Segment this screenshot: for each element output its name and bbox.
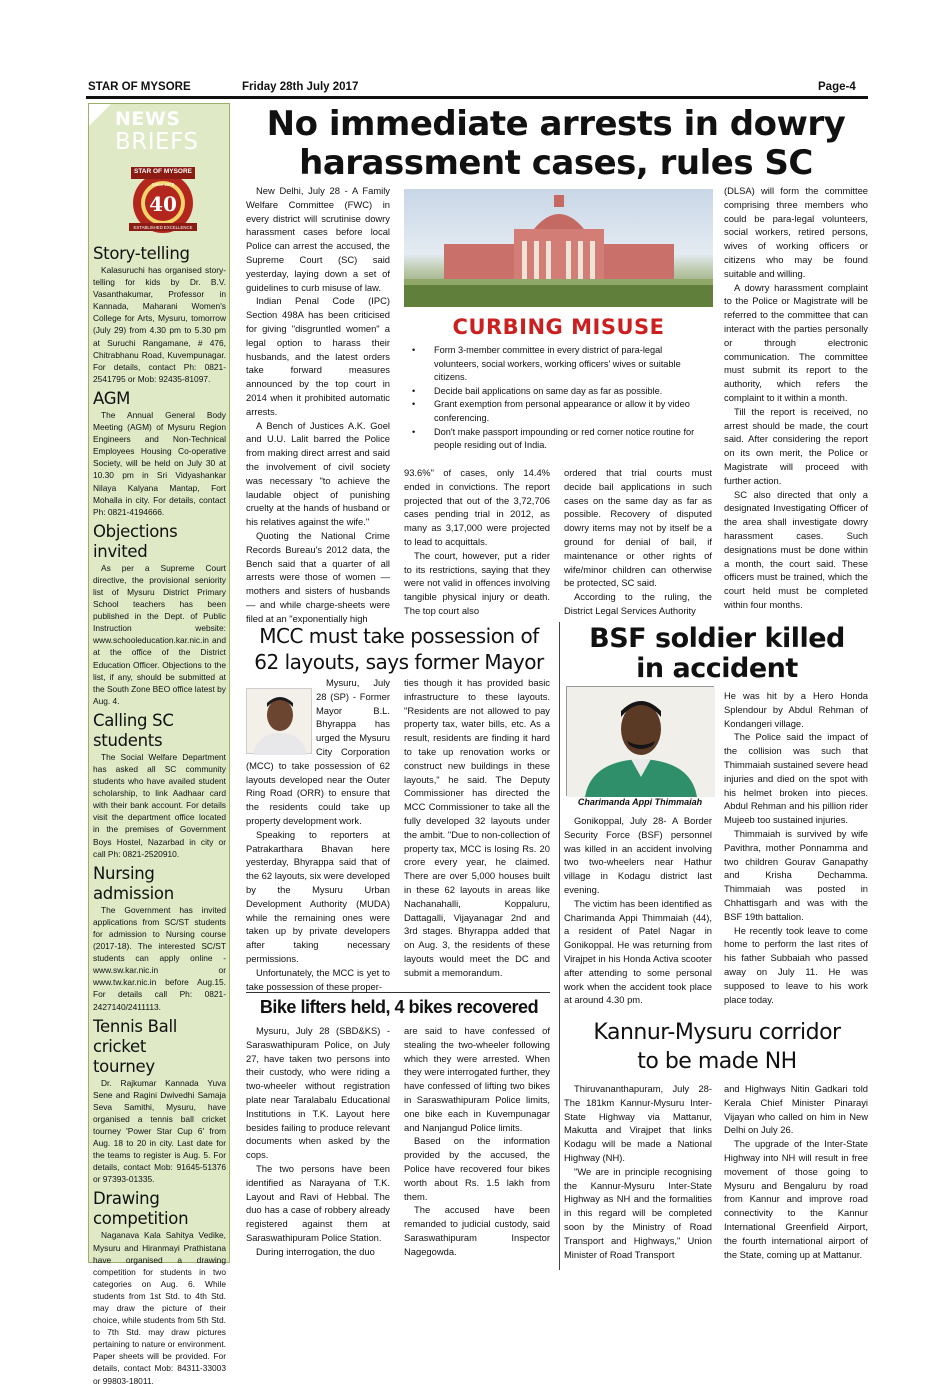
bsf-column-2	[724, 689, 868, 1014]
paragraph: Till the report is received, no arrest should be made, the court said. After considering the report on its own merit, the Police or Magistrate will proceed with further action.	[724, 405, 868, 486]
header-rule	[86, 96, 868, 99]
box-title: CURBING MISUSE	[452, 315, 665, 339]
brief-title: Story-telling	[93, 244, 190, 263]
paragraph: are said to have confessed of stealing the two-wheeler following which they were arrested. When they were interrogated further, they have confessed of lifting two bikes in Saraswathipuram Police limits, one bike each in Kuvempunagar and Nanjangud Police limits.	[404, 1025, 550, 1133]
paragraph: A dowry harassment complaint to the Police or Magistrate will be referred to the committee that can interact with the parties personally or through electronic communication. The committee must submit its report to the authority, which refers the complaint to it within a month.	[724, 281, 868, 403]
paragraph: SC also directed that only a designated Investigating Officer of the area shall investigate dowry harassment cases. Such designations must be done within a month, the court said. These officers must be trained, which the court held must be completed within four months.	[724, 488, 868, 610]
box-bullets	[412, 344, 706, 453]
kannur-column-1	[564, 1082, 712, 1268]
logo-masthead: STAR OF MYSORE	[133, 168, 193, 175]
portrait-icon	[567, 687, 715, 797]
bsf-headline-line2: in accident	[636, 653, 798, 684]
column-divider	[559, 622, 560, 1270]
paragraph: ordered that trial courts must decide bail applications in such cases on the same day as far as possible. Recovery of disputed dowry items may not by itself be a ground for denial of bail, if maintenance or other rights of wife/minor children can otherwise be protected, SC said.	[564, 467, 712, 589]
paragraph: (DLSA) will form the committee comprising three members who could be para-legal volunteers, social workers, retired persons, wives of working officers or citizens who may be found suitable and willing.	[724, 185, 868, 279]
paragraph: and Highways Nitin Gadkari told Kerala Chief Minister Pinarayi Vijayan who called on him in New Delhi on July 26.	[724, 1083, 868, 1136]
box-bullet: • Grant exemption from personal appearance or allow it by video conferencing.	[412, 398, 706, 425]
bullet-text: Grant exemption from personal appearance or allow it by video conferencing.	[434, 399, 690, 423]
kannur-headline-line1: Kannur-Mysuru corridor	[593, 1020, 841, 1045]
paragraph: New Delhi, July 28 - A Family Welfare Committee (FWC) in every district will scrutinise dowry harassment cases before local Police can arrest the accused, the Supreme Court (SC) said yesterday, laying down a set of guidelines to curb misuse of law.	[246, 185, 390, 293]
brief-title: AGM	[93, 388, 131, 408]
main-headline-line1: No immediate arrests in dowry	[266, 104, 846, 144]
box-bullet: • Decide bail applications on same day as far as possible.	[412, 385, 706, 399]
brief-nursing	[93, 864, 226, 1013]
main-column-4	[724, 184, 868, 620]
bike-headline-rule	[246, 992, 550, 993]
main-column-3	[564, 466, 712, 620]
bsf-column-1	[564, 814, 712, 1014]
paragraph: Mysuru, July 28 (SBD&KS) - Saraswathipuram Police, on July 27, have taken two persons into their custody, who were riding a two-wheeler without registration plate near Taralabalu Educational Institutions in T.K. Layout here besides failing to produce relevant documents when asked by the cops.	[246, 1025, 390, 1161]
brief-text: Kalasuruchi has organised story-telling for kids by Dr. B.V. Vasanthakumar, Professor in Kannada, Maharani Women's College for Arts, Mysuru, tomorrow (July 29) from 4.30 pm to 5.30 pm at Suruchi Rangamane, # 476, Chitrabhanu Road, Kuvempunagar. For details, contact Ph: 0821-2541795 or Mob: 92435-81097.	[93, 265, 226, 384]
bsf-headline-line1: BSF soldier killed	[589, 623, 845, 654]
brief-title: Objections invited	[93, 521, 178, 561]
main-headline-line2: harassment cases, rules SC	[299, 143, 813, 183]
paragraph: "We are in principle recognising the Kannur-Mysuru Inter-State Highway as NH and the formalities in this regard will be completed soon by the Ministry of Road Transport and Highways," Union Minister of Road Transport	[564, 1165, 712, 1260]
paragraph: Gonikoppal, July 28- A Border Security Force (BSF) personnel was killed in an accident involving two two-wheelers near Hathur village in Kodagu district last evening.	[564, 815, 712, 895]
paragraph: Speaking to reporters at Patrakarthara Bhavan here yesterday, Bhyrappa said that of the 62 layouts, six were developed by the Mysuru Urban Development Authority (MUDA) while the remaining ones were taken up by private developers after taking necessary permissions.	[246, 828, 390, 964]
brief-story-telling	[93, 244, 226, 385]
mcc-headline-line1: MCC must take possession of	[259, 624, 539, 648]
brief-cricket	[93, 1017, 226, 1186]
photo-caption: Charimanda Appi Thimmaiah	[577, 797, 703, 807]
paragraph: He was hit by a Hero Honda Splendour by Abdul Rehman of Kondangeri village.	[724, 690, 868, 729]
page-number: Page-4	[818, 81, 856, 93]
paragraph: The two persons have been identified as Narayana of T.K. Layout and Ravi of Hebbal. The duo has a case of robbery already registered against them at Saraswathipuram Police Station.	[246, 1162, 390, 1243]
kannur-headline-line2: to be made NH	[637, 1049, 797, 1074]
brief-text: The Government has invited applications from SC/ST students for admission to Nursing course (2017-18). The interested SC/ST students can apply online - www.sw.kar.nic.in or www.tw.kar.nic.in before Aug.15. For details call Ph: 0821-2427140/2411113.	[93, 904, 226, 1012]
sidebar-corner	[89, 104, 111, 126]
kannur-column-2	[724, 1082, 868, 1268]
brief-title: Drawing competition	[93, 1189, 189, 1229]
paragraph: The Police said the impact of the collision was such that Thimmaiah sustained severe head injuries and died on the spot with his helmet broken into pieces. Abdul Rehman and his pillion rider Mujeeb too sustained injuries.	[724, 731, 868, 826]
bike-column-1	[246, 1024, 390, 1268]
brief-text: Naganava Kala Sahitya Vedike, Mysuru and Hiranmayi Prathistana have organised a drawing competition for students in two categories on Aug. 6. While students from 1st Std. to 4th Std. may draw the picture of their choice, while students from 5th Std. to 7th Std. may draw pictures pertaining to nature or environment. Paper sheets will be provided. For details, contact Mob: 84311-33003 or 99803-18011.	[93, 1230, 226, 1386]
paragraph: Thiruvananthapuram, July 28- The 181km Kannur-Mysuru Inter-State Highway via Mattanur, Makutta and Virajpet that links Kodagu will be made a National Highway (NH).	[564, 1083, 712, 1163]
paragraph: The victim has been identified as Charimanda Appi Thimmaiah (44), a resident of Patel Nagar in Gonikoppal. He was returning from Virajpet in his Honda Activa scooter after attending to some personal work when the accident took place at around 4.30 pm.	[564, 897, 712, 1006]
paragraph: According to the ruling, the District Legal Services Authority	[564, 591, 712, 616]
paragraph: The accused have been remanded to judicial custody, said Saraswathipuram Inspector Nagegowda.	[404, 1204, 550, 1257]
court-building-icon	[404, 189, 713, 307]
thimmaiah-photo	[566, 686, 714, 796]
logo-band: ESTABLISHED EXCELLENCE	[133, 224, 193, 230]
curbing-misuse-box	[404, 314, 713, 462]
sidebar-items	[93, 244, 226, 1387]
bullet-text: Form 3-member committee in every district of para-legal volunteers, social workers, working officers' wives or suitable citizens.	[434, 345, 681, 383]
brief-text: As per a Supreme Court directive, the provisional seniority list of Mysuru District Primary School teachers has been published in the Dept. of Public Instruction website: www.schooleducation.kar.nic.in and at the office of the District Education Officer. Objections to the list, if any, should be submitted at the South Zone BEO office latest by Aug. 4.	[93, 562, 226, 706]
box-bullet: • Form 3-member committee in every district of para-legal volunteers, social workers, working officers' wives or suitable citizens.	[412, 344, 706, 385]
paragraph: 93.6%" of cases, only 14.4% ended in convictions. The report projected that out of the 3,72,706 cases pending trial in 2012, as many as 3,17,000 were projected to lead to acquittals.	[404, 467, 550, 547]
brief-text: Dr. Rajkumar Kannada Yuva Sene and Ragini Dwivedhi Samaja Seva Samithi, Mysuru, have organised a tennis ball cricket tourney 'Power Star Cup 6' from Aug. 18 to 20 in city. Last date for the teams to register is Aug. 5. For details, contact Mob: 91645-51376 or 97393-01335.	[93, 1077, 226, 1185]
brief-drawing	[93, 1189, 226, 1386]
bike-column-2	[404, 1024, 550, 1268]
box-bullet: • Don't make passport impounding or red corner notice routine for people residing out of India.	[412, 426, 706, 453]
brief-agm	[93, 389, 226, 518]
paragraph: Mysuru, July 28 (SP) - Former Mayor B.L. Bhyrappa has urged the Mysuru City Corporation (MCC) to take possession of 62 layouts developed near the Outer Ring Road (ORR) to ensure that the residents could take up property development work.	[246, 677, 390, 826]
main-column-1	[246, 184, 390, 624]
anniversary-logo	[123, 161, 203, 241]
mcc-headline-line2: 62 layouts, says former Mayor	[254, 650, 544, 674]
supreme-court-photo	[404, 189, 713, 307]
bullet-text: Decide bail applications on same day as far as possible.	[434, 385, 663, 396]
paragraph: Quoting the National Crime Records Bureau's 2012 data, the Bench said that a quarter of all arrests were those of women — mothers and sisters of husbands — and while charge-sheets were filed at an "exponentially high	[246, 529, 390, 624]
news-briefs-sidebar	[88, 103, 230, 1386]
paragraph: Thimmaiah is survived by wife Pavithra, mother Ponnamma and two children Gourav Ganapathy and Krisha Dechamma. Thimmaiah was posted in Chhattisgarh and was with the BSF 19th battalion.	[724, 827, 868, 922]
paper-name: STAR OF MYSORE	[88, 81, 191, 93]
mcc-column-2	[404, 676, 550, 986]
paragraph: During interrogation, the duo	[256, 1245, 375, 1257]
paragraph: The upgrade of the Inter-State Highway into NH will result in free movement of those going to Mysuru and Bengaluru by road from Kannur and improve road connectivity to the Kannur International Greenfield Airport, the fourth international airport of the State, coming up at Mattanur.	[724, 1138, 868, 1260]
paragraph: Based on the information provided by the accused, the Police have recovered four bikes worth about Rs. 1.5 lakh from them.	[404, 1135, 550, 1202]
bullet-text: Don't make passport impounding or red corner notice routine for people residing out of India.	[434, 426, 695, 451]
issue-date: Friday 28th July 2017	[242, 81, 359, 93]
brief-text: The Social Welfare Department has asked all SC community students who have availed student scholarship, to link Aadhaar card with their bank account. For details visit the department office located in the premises of Government Boys Hostel, Nazarbad in city or call Ph: 0821-2520910.	[93, 751, 226, 859]
logo-ring-text: Since 1978	[151, 182, 175, 187]
paragraph: Indian Penal Code (IPC) Section 498A has been criticised for giving "disgruntled women" a legal option to harass their husbands, and the latest orders take forward measures announced by the top court in 2014 when it prohibited automatic arrests.	[246, 295, 390, 417]
brief-title: Nursing admission	[93, 863, 174, 903]
sidebar-title-top: NEWS	[115, 108, 181, 130]
sidebar-title-bottom: BRIEFS	[115, 129, 199, 155]
main-column-2	[404, 466, 550, 620]
brief-sc-students	[93, 711, 226, 860]
mcc-column-1	[246, 676, 390, 992]
paragraph: ties though it has provided basic infrastructure to these layouts. "Residents are not allowed to pay property tax, water bills, etc. As a result, residents are finding it hard to take up renovation works or construct new buildings in these layouts," he said. The Deputy Commissioner has directed the MCC Commissioner to take all the fully developed 32 layouts under the ambit. "Due to non-collection of property tax, MCC is losing Rs. 20 crore every year, he claimed. There are over 5,000 houses built in these 62 layouts in areas like Nachanahalli, Koppaluru, Dattagalli, Vijayanagar 2nd and 3rd stages. Bhyrappa added that on Aug. 3, the residents of these layouts would meet the DC and submit a memorandum.	[404, 677, 550, 978]
brief-title: Tennis Ball cricket tourney	[93, 1016, 178, 1076]
logo-number: 40	[149, 192, 177, 216]
bike-headline: Bike lifters held, 4 bikes recovered	[259, 997, 539, 1017]
paragraph: A Bench of Justices A.K. Goel and U.U. Lalit barred the Police from making direct arrest and said the involvement of civil society was necessary "to achieve the laudable object of punishing cruelty at the hands of husband or his relatives against the wife."	[246, 419, 390, 528]
paragraph: The court, however, put a rider to its restrictions, saying that they were not valid in offences involving tangible physical injury or death. The top court also	[404, 549, 550, 616]
brief-title: Calling SC students	[93, 710, 174, 750]
paragraph: Unfortunately, the MCC is yet to take possession of these proper-	[246, 966, 390, 992]
brief-objections	[93, 522, 226, 707]
paragraph: He recently took leave to come home to perform the last rites of his father Subbaiah who passed away on July 11. He was supposed to leave to his work place today.	[724, 924, 868, 1005]
brief-text: The Annual General Body Meeting (AGM) of Mysuru Region Engineers and Non-Technical Employees Housing Co-operative Society, will be held on July 30 at 10.30 pm in Sri Vidyashankar Nilaya Kalyana Mantap, Fort Mohalla in city. For details, contact Ph: 0821-4194666.	[93, 409, 226, 517]
